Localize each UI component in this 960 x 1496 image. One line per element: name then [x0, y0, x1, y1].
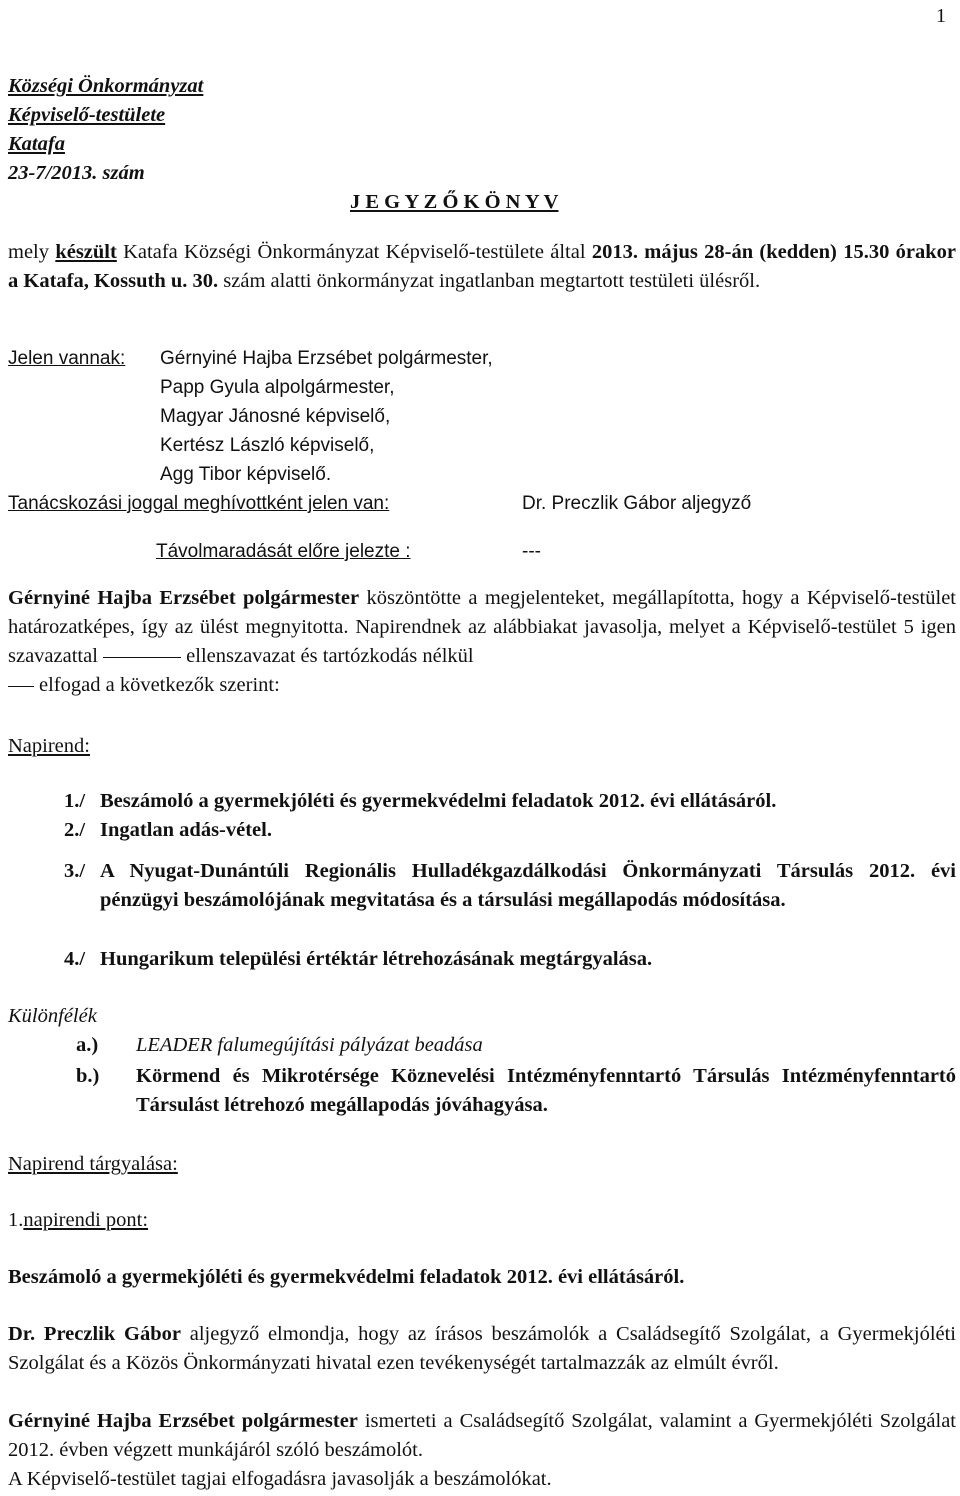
misc-item-label: b.)	[76, 1065, 100, 1087]
document-title: J E G Y Z Ő K Ö N Y V	[350, 191, 559, 213]
absent-label: Távolmaradását előre jelezte :	[156, 541, 411, 562]
agenda-point-number: 1.	[8, 1209, 24, 1231]
misc-heading: Különfélék	[8, 1005, 97, 1027]
discussion-text: ismerteti a Családsegítő Szolgálat, valamint a Gyermekjóléti Szolgálat 2012. évben végzett munkájáról szóló beszámolót.	[8, 1410, 956, 1461]
intro-date-place: 2013. május 28-án (kedden) 15.30 órakor a Katafa, Kossuth u. 30.	[8, 241, 956, 292]
intro-text-b: Katafa Községi Önkormányzat Képviselő-testülete által	[116, 241, 592, 263]
header-reference: 23-7/2013. szám	[8, 162, 145, 184]
agenda-item-text: Hungarikum települési értéktár létrehozásának megtárgyalása.	[100, 948, 653, 970]
misc-item	[76, 1031, 956, 1060]
attendee-item: Magyar Jánosné képviselő,	[160, 406, 391, 427]
em-dash	[103, 657, 181, 658]
agenda-item-text: Beszámoló a gyermekjóléti és gyermekvédelmi feladatok 2012. évi ellátásáról.	[100, 790, 777, 812]
agenda-item-text: A Nyugat-Dunántúli Regionális Hulladékgazdálkodási Önkormányzati Társulás 2012. évi pénzügyi beszámolójának megvitatása és a társulási megállapodás módosítása.	[100, 860, 956, 911]
agenda-item	[64, 857, 956, 915]
agenda-item	[64, 945, 956, 974]
discussion-text: aljegyző elmondja, hogy az írásos beszámolók a Családsegítő Szolgálat, a Gyermekjóléti Szolgálat és a Közös Önkormányzati hivatal ezen tevékenységét tartalmazzák az elmúlt évről.	[8, 1323, 957, 1374]
discussion-heading: Napirend tárgyalása:	[8, 1153, 178, 1175]
discussion-paragraph	[8, 1320, 956, 1378]
attendee-item: Gérnyiné Hajba Erzsébet polgármester,	[160, 348, 493, 369]
misc-item-label: a.)	[76, 1034, 99, 1056]
discussion-speaker: Gérnyiné Hajba Erzsébet polgármester	[8, 1410, 358, 1432]
opening-closing-text: elfogad a következők szerint:	[39, 674, 280, 696]
page-number: 1	[936, 5, 946, 27]
intro-text-c: szám alatti önkormányzat ingatlanban megtartott testületi ülésről.	[218, 270, 761, 292]
opening-speaker: Gérnyiné Hajba Erzsébet polgármester	[8, 587, 360, 609]
discussion-conclusion: A Képviselő-testület tagjai elfogadásra javasolják a beszámolókat.	[8, 1468, 552, 1490]
opening-paragraph	[8, 584, 956, 671]
agenda-point-heading	[8, 1206, 148, 1235]
attendees-label: Jelen vannak:	[8, 348, 126, 369]
attendee-item: Papp Gyula alpolgármester,	[160, 377, 395, 398]
header-village: Katafa	[8, 133, 65, 155]
misc-item	[76, 1062, 956, 1120]
discussion-paragraph	[8, 1407, 956, 1465]
intro-text-a: mely	[8, 241, 56, 263]
document-header	[8, 72, 203, 188]
advisory-value: Dr. Preczlik Gábor aljegyző	[522, 493, 752, 514]
agenda-item	[64, 816, 956, 845]
header-municipality: Községi Önkormányzat	[8, 75, 204, 97]
intro-keyword: készült	[55, 241, 117, 263]
agenda-item-number: 2./	[64, 819, 86, 841]
advisory-label: Tanácskozási joggal meghívottként jelen van:	[8, 493, 390, 514]
agenda-point-label: napirendi pont:	[23, 1209, 149, 1231]
attendee-item: Kertész László képviselő,	[160, 435, 375, 456]
attendee-item: Agg Tibor képviselő.	[160, 464, 332, 485]
em-dash	[8, 686, 34, 687]
opening-closing-line	[8, 671, 280, 700]
misc-item-text: Körmend és Mikrotérsége Köznevelési Intézményfenntartó Társulás Intézményfenntartó Társulást létrehozó megállapodás jóváhagyása.	[136, 1065, 956, 1116]
opening-text-cont: ellenszavazat és tartózkodás nélkül	[181, 645, 474, 667]
header-body: Képviselő-testülete	[8, 104, 166, 126]
agenda-item-number: 1./	[64, 790, 86, 812]
opening-text: köszöntötte a megjelenteket, megállapította, hogy a Képviselő-testület határozatképes, így az ülést megnyitotta. Napirendnek az alábbiakat javasolja, melyet a Képviselő-testület 5 igen szavazattal	[8, 587, 956, 667]
agenda-item	[64, 787, 956, 816]
agenda-point-title: Beszámoló a gyermekjóléti és gyermekvédelmi feladatok 2012. évi ellátásáról.	[8, 1266, 685, 1288]
agenda-item-text: Ingatlan adás-vétel.	[100, 819, 272, 841]
intro-paragraph	[8, 238, 956, 296]
absent-value: ---	[522, 541, 541, 562]
discussion-speaker: Dr. Preczlik Gábor	[8, 1323, 181, 1345]
agenda-item-number: 3./	[64, 860, 86, 882]
misc-item-text: LEADER falumegújítási pályázat beadása	[136, 1034, 483, 1056]
agenda-heading: Napirend:	[8, 735, 90, 757]
agenda-item-number: 4./	[64, 948, 86, 970]
